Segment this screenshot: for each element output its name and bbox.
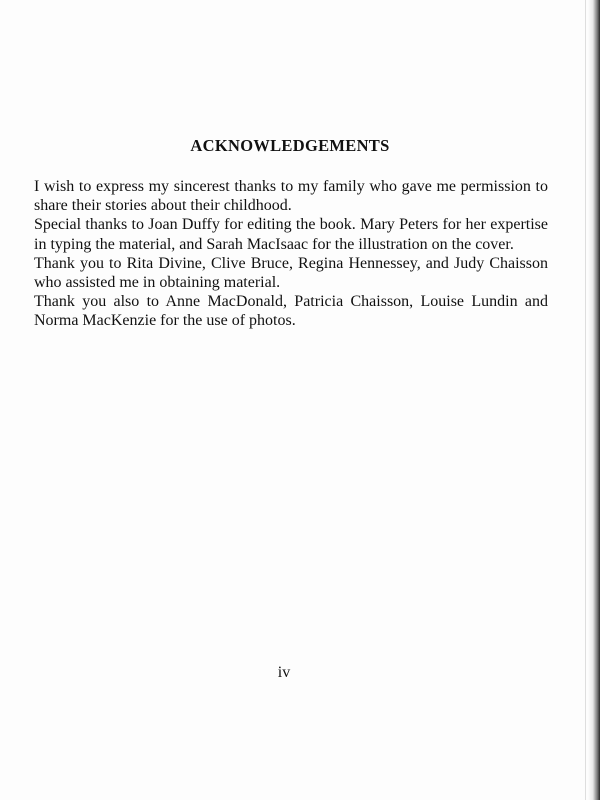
- paragraph-special-thanks: Special thanks to Joan Duffy for editing the book. Mary Peters for her expertise in typing the material, and Sarah MacIsaac for the illustration on the cover.: [34, 216, 548, 253]
- page-title: ACKNOWLEDGEMENTS: [190, 136, 390, 155]
- paragraph-material-thanks: Thank you to Rita Divine, Clive Bruce, Regina Hennessey, and Judy Chaisson who assisted me in obtaining material.: [34, 254, 548, 292]
- page-number: iv: [277, 664, 291, 681]
- paragraph-photo-thanks: Thank you also to Anne MacDonald, Patricia Chaisson, Louise Lundin and Norma MacKenzie for the use of photos.: [34, 293, 548, 330]
- acknowledgements-body: [34, 177, 548, 331]
- paragraph-family-thanks: I wish to express my sincerest thanks to my family who gave me permission to share their stories about their childhood.: [34, 178, 548, 215]
- page-edge-line: [585, 0, 586, 800]
- binding-shadow: [588, 0, 600, 800]
